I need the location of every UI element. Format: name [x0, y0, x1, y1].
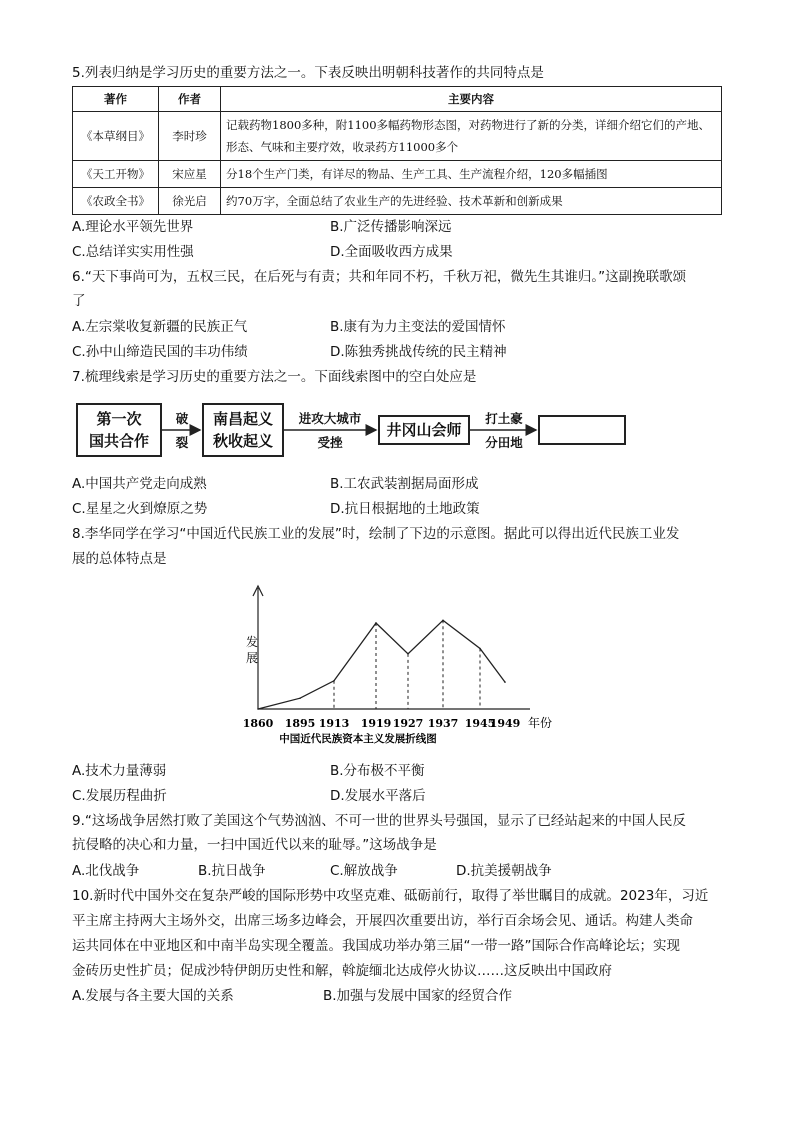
flow-label-text: 受挫 — [317, 435, 343, 450]
flow-label-text: 裂 — [175, 435, 189, 450]
q7-option-c[interactable]: C.星星之火到燎原之势 — [72, 501, 208, 517]
q5-stem: 5.列表归纳是学习历史的重要方法之一。下表反映出明朝科技著作的共同特点是 — [72, 65, 544, 81]
q8-stem-line1: 8.李华同学在学习“中国近代民族工业的发展”时，绘制了下边的示意图。据此可以得出近代民族工业发 — [72, 526, 680, 542]
y-label-char: 发 — [246, 635, 259, 649]
data-point — [299, 697, 301, 699]
x-tick-label: 1913 — [318, 717, 350, 730]
book-content: 约70万字，全面总结了农业生产的先进经验、技术革新和创新成果 — [221, 188, 722, 215]
flow-label-text: 进攻大城市 — [298, 411, 362, 426]
x-tick-label: 1949 — [489, 717, 521, 730]
q8-option-a[interactable]: A.技术力量薄弱 — [72, 763, 167, 779]
q7-option-b[interactable]: B.工农武装割据局面形成 — [330, 476, 479, 492]
q9-option-a[interactable]: A.北伐战争 — [72, 863, 140, 879]
book-content: 分18个生产门类，有详尽的物品、生产工具、生产流程介绍，120多幅插图 — [221, 161, 722, 188]
flow-label-text: 破 — [175, 411, 189, 426]
q8-option-d[interactable]: D.发展水平落后 — [330, 788, 426, 804]
q7-option-a[interactable]: A.中国共产党走向成熟 — [72, 476, 207, 492]
x-axis-label: 年份 — [528, 716, 553, 730]
flow-box-text: 南昌起义 — [212, 410, 273, 428]
q9-option-b[interactable]: B.抗日战争 — [198, 863, 266, 879]
y-label-char: 展 — [246, 651, 259, 665]
flow-box-text: 国共合作 — [88, 432, 149, 450]
q5-option-c[interactable]: C.总结详实实用性强 — [72, 244, 194, 260]
flow-arrows — [0, 0, 794, 470]
q8-stem-line2: 展的总体特点是 — [72, 551, 167, 567]
book-title: 《农政全书》 — [73, 188, 159, 215]
q10-stem-line1: 10.新时代中国外交在复杂严峻的国际形势中攻坚克难、砥砺前行，取得了举世瞩目的成就。2023年，习近 — [72, 888, 709, 904]
q8-option-b[interactable]: B.分布极不平衡 — [330, 763, 425, 779]
book-author: 宋应星 — [159, 161, 221, 188]
data-point — [333, 680, 335, 682]
q9-stem-line1: 9.“这场战争居然打败了美国这个气势汹汹、不可一世的世界头号强国，显示了已经站起来的中国人民反 — [72, 813, 686, 829]
x-tick-label: 1945 — [464, 717, 496, 730]
development-line-chart — [0, 580, 794, 750]
header-content: 主要内容 — [221, 87, 722, 112]
q10-stem-line4: 金砖历史性扩员；促成沙特伊朗历史性和解，斡旋缅北达成停火协议……这反映出中国政府 — [72, 963, 612, 979]
series-line — [258, 620, 505, 709]
x-tick-label: 1919 — [360, 717, 392, 730]
q10-option-b[interactable]: B.加强与发展中国家的经贸合作 — [323, 988, 513, 1004]
data-point — [407, 653, 409, 655]
q6-option-c[interactable]: C.孙中山缔造民国的丰功伟绩 — [72, 344, 248, 360]
flow-box-text: 第一次 — [96, 410, 142, 428]
q7-option-d[interactable]: D.抗日根据地的土地政策 — [330, 501, 480, 517]
data-point — [257, 708, 259, 710]
data-point — [375, 622, 377, 624]
q9-stem-line2: 抗侵略的决心和力量，一扫中国近代以来的耻辱。”这场战争是 — [72, 837, 437, 853]
data-point — [504, 681, 506, 683]
q5-option-d[interactable]: D.全面吸收西方成果 — [330, 244, 453, 260]
q6-stem-line1: 6.“天下事尚可为，五权三民，在后死与有责；共和年同不朽，千秋万祀，微先生其谁归。”这副挽联歌颂 — [72, 269, 687, 285]
flow-box-text: 秋收起义 — [212, 432, 273, 450]
q5-option-b[interactable]: B.广泛传播影响深远 — [330, 219, 452, 235]
book-author: 徐光启 — [159, 188, 221, 215]
q9-option-c[interactable]: C.解放战争 — [330, 863, 398, 879]
book-content: 记载药物1800多种，附1100多幅药物形态图，对药物进行了新的分类，详细介绍它们的产地、形态、气味和主要疗效，收录药方11000多个 — [221, 112, 722, 161]
chart-title: 中国近代民族资本主义发展折线图 — [279, 733, 437, 745]
q8-option-c[interactable]: C.发展历程曲折 — [72, 788, 167, 804]
q7-stem: 7.梳理线索是学习历史的重要方法之一。下面线索图中的空白处应是 — [72, 369, 477, 385]
header-book: 著作 — [73, 87, 159, 112]
data-point — [479, 648, 481, 650]
q6-option-a[interactable]: A.左宗棠收复新疆的民族正气 — [72, 319, 248, 335]
header-author: 作者 — [159, 87, 221, 112]
q10-stem-line3: 运共同体在中亚地区和中南半岛实现全覆盖。我国成功举办第三届“一带一路”国际合作高峰论坛；实现 — [72, 938, 680, 954]
x-tick-label: 1927 — [392, 717, 424, 730]
q9-option-d[interactable]: D.抗美援朝战争 — [456, 863, 552, 879]
x-tick-label: 1895 — [284, 717, 316, 730]
data-point — [442, 619, 444, 621]
q6-stem-line2: 了 — [72, 293, 86, 309]
q6-option-d[interactable]: D.陈独秀挑战传统的民主精神 — [330, 344, 507, 360]
book-title: 《天工开物》 — [73, 161, 159, 188]
book-title: 《本草纲目》 — [73, 112, 159, 161]
q10-option-a[interactable]: A.发展与各主要大国的关系 — [72, 988, 234, 1004]
flow-label-text: 分田地 — [485, 435, 523, 450]
q10-stem-line2: 平主席主持两大主场外交，出席三场多边峰会，开展四次重要出访，举行百余场会见、通话。构建人类命 — [72, 913, 693, 929]
x-tick-label: 1860 — [242, 717, 274, 730]
q6-option-b[interactable]: B.康有为力主变法的爱国情怀 — [330, 319, 506, 335]
flow-label-text: 打土豪 — [485, 411, 523, 426]
book-author: 李时珍 — [159, 112, 221, 161]
q5-option-a[interactable]: A.理论水平领先世界 — [72, 219, 194, 235]
x-tick-label: 1937 — [427, 717, 459, 730]
flow-box-jinggangshan: 井冈山会师 — [378, 415, 470, 445]
